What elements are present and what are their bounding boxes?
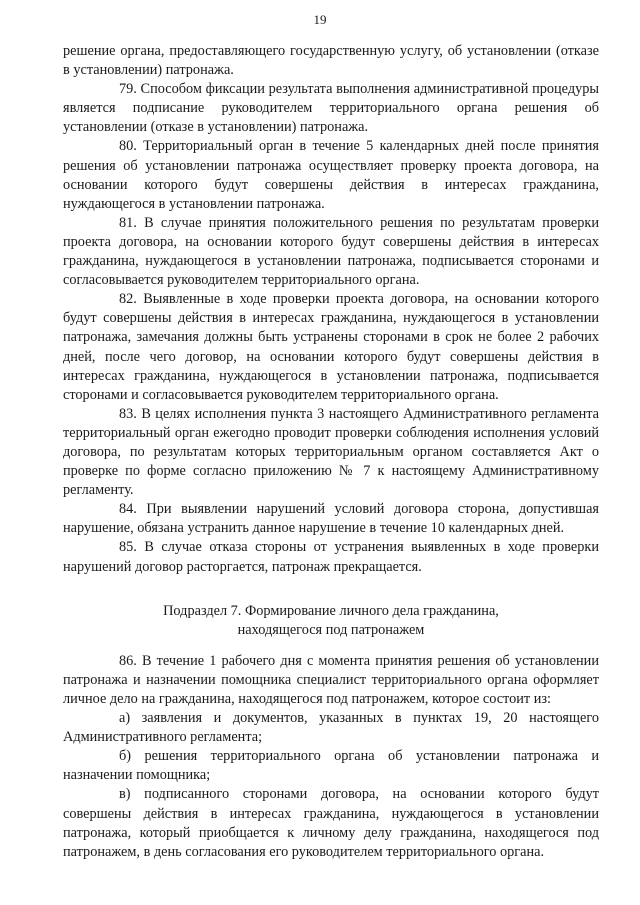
paragraph-79: 79. Способом фиксации результата выполнения административной процедуры является подписание руководителем территориального органа решения об установлении (отказе в установлении) патронажа. [63,81,599,136]
paragraph-83: 83. В целях исполнения пункта 3 настоящего Административного регламента территориальный орган ежегодно проводит проверки соблюдения исполнения условий договора, по результатам которых территориальным органом составляется Акт о проверке по форме согласно приложению № 7 к настоящему Административному регламенту. [63,405,599,499]
list-item-c: в) подписанного сторонами договора, на основании которого будут совершены действия в интересах гражданина, нуждающегося в установлении патронажа, который приобщается к личному делу гражданина, находящегося под патронажем, в день согласования его руководителем территориального органа. [63,786,599,860]
section-heading-line-1: Подраздел 7. Формирование личного дела гражданина, [163,602,499,619]
list-item-b: б) решения территориального органа об установлении патронажа и назначении помощника; [63,748,599,784]
paragraph-82: 82. Выявленные в ходе проверки проекта договора, на основании которого будут совершены действия в интересах гражданина, нуждающегося в установлении патронажа, замечания должны быть устранены сторонами в срок не более 2 рабочих дней, после чего договор, на основании которого будут совершены действия в интересах гражданина, нуждающегося в установлении патронажа, подписывается сторонами и согласовывается руководителем территориального органа. [63,291,599,403]
paragraph-85: 85. В случае отказа стороны от устранения выявленных в ходе проверки нарушений договор расторгается, патронаж прекращается. [63,539,599,575]
paragraph-80: 80. Территориальный орган в течение 5 календарных дней после принятия решения об установлении патронажа осуществляет проверку проекта договора, на основании которого будут совершены действия в интересах гражданина, нуждающегося в установлении патронажа. [63,138,599,212]
paragraph-86: 86. В течение 1 рабочего дня с момента принятия решения об установлении патронажа и назначении помощника специалист территориального органа оформляет личное дело на гражданина, находящегося под патронажем, которое состоит из: [63,652,599,707]
list-item-a: а) заявления и документов, указанных в пунктах 19, 20 настоящего Административного регламента; [63,710,599,746]
document-body [63,42,599,862]
section-heading-line-2: находящегося под патронажем [237,621,425,638]
page-number: 19 [313,12,327,27]
paragraph-continuation: решение органа, предоставляющего государственную услугу, об установлении (отказе в установлении) патронажа. [63,43,599,79]
paragraph-81: 81. В случае принятия положительного решения по результатам проверки проекта договора, на основании которого будут совершены действия в интересах гражданина, нуждающегося в установлении патронажа, подписывается сторонами и согласовывается руководителем территориального органа. [63,214,599,289]
paragraph-84: 84. При выявлении нарушений условий договора сторона, допустившая нарушение, обязана устранить данное нарушение в течение 10 календарных дней. [63,501,599,537]
section-heading [63,602,599,640]
